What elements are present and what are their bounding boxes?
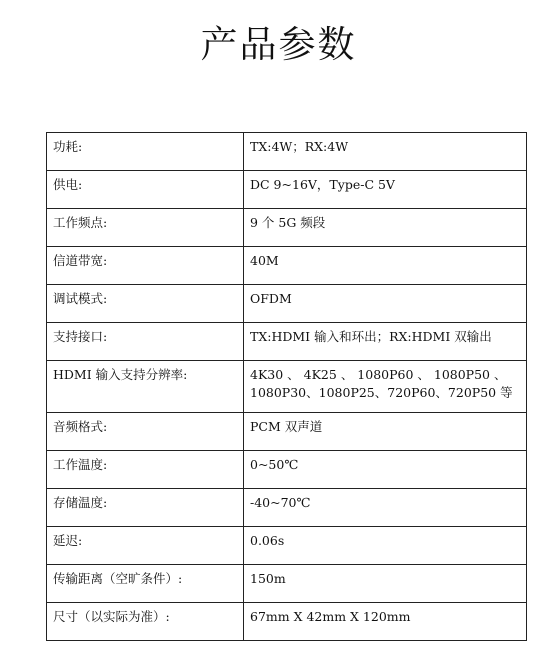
- spec-row-interfaces: [47, 323, 527, 361]
- spec-label: 延迟:: [47, 527, 244, 565]
- spec-value: 40M: [244, 247, 527, 285]
- spec-label: 尺寸（以实际为准）:: [47, 603, 244, 641]
- spec-row-modulation: [47, 285, 527, 323]
- spec-label: 信道带宽:: [47, 247, 244, 285]
- spec-label: 传输距离（空旷条件）:: [47, 565, 244, 603]
- spec-row-dimensions: [47, 603, 527, 641]
- spec-value: TX:4W；RX:4W: [244, 133, 527, 171]
- spec-value: DC 9~16V，Type-C 5V: [244, 171, 527, 209]
- spec-label: 调试模式:: [47, 285, 244, 323]
- spec-label: 音频格式:: [47, 413, 244, 451]
- spec-row-resolution: [47, 361, 527, 413]
- spec-row-range: [47, 565, 527, 603]
- spec-label: 供电:: [47, 171, 244, 209]
- spec-row-latency: [47, 527, 527, 565]
- spec-value: OFDM: [244, 285, 527, 323]
- spec-row-power: [47, 133, 527, 171]
- spec-label: 支持接口:: [47, 323, 244, 361]
- spec-value: 9 个 5G 频段: [244, 209, 527, 247]
- spec-value: TX:HDMI 输入和环出；RX:HDMI 双输出: [244, 323, 527, 361]
- page-title: 产品参数: [200, 23, 357, 66]
- spec-label: 工作温度:: [47, 451, 244, 489]
- spec-value: 150m: [244, 565, 527, 603]
- spec-label: 存储温度:: [47, 489, 244, 527]
- spec-row-audio: [47, 413, 527, 451]
- spec-row-bandwidth: [47, 247, 527, 285]
- spec-row-supply: [47, 171, 527, 209]
- spec-table: [46, 132, 527, 641]
- spec-row-storage-temp: [47, 489, 527, 527]
- spec-label: 工作频点:: [47, 209, 244, 247]
- spec-row-operating-temp: [47, 451, 527, 489]
- spec-value: 67mm X 42mm X 120mm: [244, 603, 527, 641]
- spec-value: 0~50℃: [244, 451, 527, 489]
- spec-value: 4K30 、 4K25 、 1080P60 、 1080P50 、 1080P30、1080P25、720P60、720P50 等: [244, 361, 527, 413]
- spec-row-frequency: [47, 209, 527, 247]
- spec-label: HDMI 输入支持分辨率:: [47, 361, 244, 413]
- spec-value: 0.06s: [244, 527, 527, 565]
- spec-value: PCM 双声道: [244, 413, 527, 451]
- spec-value: -40~70℃: [244, 489, 527, 527]
- spec-label: 功耗:: [47, 133, 244, 171]
